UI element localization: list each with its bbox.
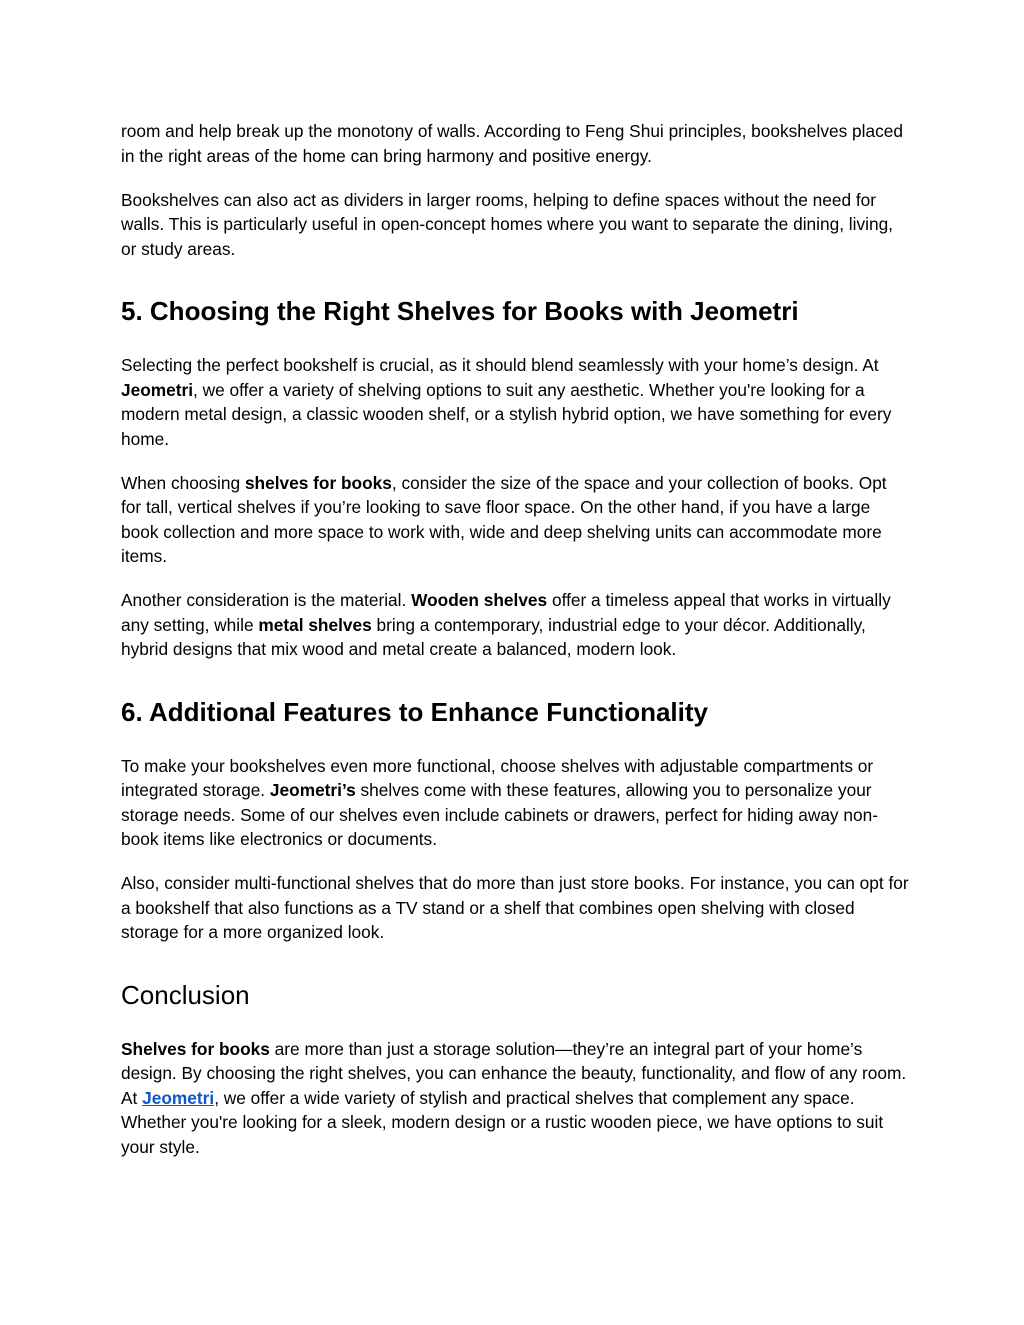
text-run: Selecting the perfect bookshelf is crucial, as it should blend seamlessly with your home’s design. At [121, 355, 879, 375]
text-run: are more than just a storage solution—they’re an integral part of your home’s design. By choosing the right shelves, you can enhance the beauty, functionality, and flow of any room. At [121, 1038, 907, 1108]
conclusion-heading: Conclusion [121, 979, 250, 1010]
section-5-paragraph-1 [121, 353, 911, 451]
text-run: When choosing [121, 472, 245, 493]
text-run: To make your bookshelves even more functional, choose shelves with adjustable compartments or integrated storage. [121, 755, 874, 800]
bold-brand-text: Jeometri [121, 379, 194, 400]
section-6-paragraph-1 [121, 754, 911, 852]
intro-paragraph-1: room and help break up the monotony of walls. According to Feng Shui principles, bookshelves placed in the right areas of the home can bring harmony and positive energy. [121, 121, 903, 166]
bold-keyword-text: Shelves for books [121, 1038, 270, 1059]
text-run: offer a timeless appeal that works in virtually any setting, while [121, 590, 891, 635]
text-run: Another consideration is the material. [121, 590, 412, 610]
intro-paragraph-2: Bookshelves can also act as dividers in larger rooms, helping to define spaces without the need for walls. This is particularly useful in open-concept homes where you want to separate the dining, living, or study areas. [121, 189, 893, 259]
text-run: , consider the size of the space and your collection of books. Opt for tall, vertical shelves if you’re looking to save floor space. On the other hand, if you have a large book collection and more space to work with, wide and deep shelving units can accommodate more items. [121, 472, 887, 566]
text-run: , we offer a wide variety of stylish and practical shelves that complement any space. Whether you're looking for a sleek, modern design or a rustic wooden piece, we have options to suit your style. [121, 1087, 884, 1157]
document-page [121, 119, 911, 1159]
bold-keyword-text: shelves for books [244, 472, 392, 493]
bold-keyword-text: metal shelves [258, 614, 372, 635]
text-run: shelves come with these features, allowing you to personalize your storage needs. Some of our shelves even include cabinets or drawers, perfect for hiding away non-book items like electronics or documents. [121, 780, 878, 849]
section-6-paragraph-2: Also, consider multi-functional shelves that do more than just store books. For instance, you can opt for a bookshelf that also functions as a TV stand or a shelf that combines open shelving with closed storage for a more organized look. [121, 873, 909, 942]
text-run: bring a contemporary, industrial edge to your décor. Additionally, hybrid designs that mix wood and metal create a balanced, modern look. [121, 614, 866, 659]
section-5-paragraph-2 [121, 471, 911, 569]
bold-brand-text: Jeometri’s [269, 780, 356, 800]
text-run: , we offer a variety of shelving options to suit any aesthetic. Whether you're looking for a modern metal design, a classic wooden shelf, or a stylish hybrid option, we have something for every home. [121, 379, 892, 449]
conclusion-paragraph [121, 1037, 911, 1160]
section-5-paragraph-3 [121, 588, 911, 662]
section-5-heading: 5. Choosing the Right Shelves for Books with Jeometri [121, 296, 799, 326]
jeometri-link[interactable]: Jeometri [142, 1087, 215, 1108]
section-6-heading: 6. Additional Features to Enhance Functionality [121, 696, 708, 727]
bold-keyword-text: Wooden shelves [411, 590, 548, 610]
